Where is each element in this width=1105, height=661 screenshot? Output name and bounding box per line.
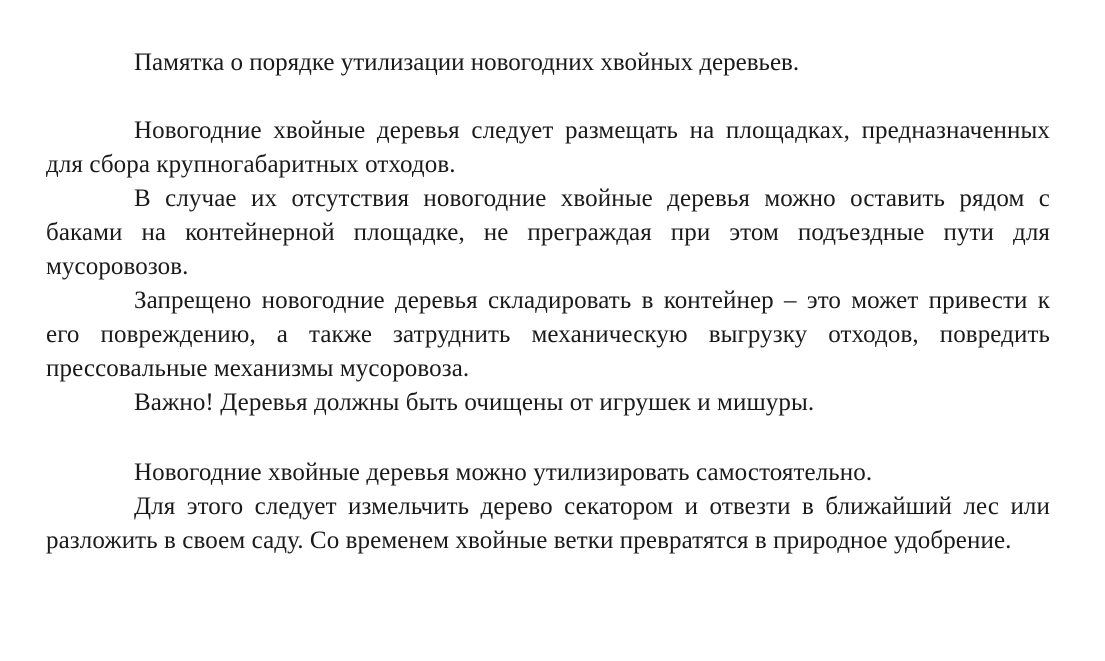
paragraph-important: Важно! Деревья должны быть очищены от игрушек и мишуры. (134, 389, 815, 416)
document-page (46, 46, 1050, 558)
paragraph-placement: Новогодние хвойные деревья следует размещать на площадках, предназначенных для сбора крупногабаритных отходов. (46, 117, 1050, 178)
paragraph-absence: В случае их отсутствия новогодние хвойные деревья можно оставить рядом с баками на контейнерной площадке, не преграждая при этом подъездные пути для мусоровозов. (46, 185, 1050, 280)
paragraph-prohibition: Запрещено новогодние деревья складировать в контейнер – это может привести к его повреждению, а также затруднить механическую выгрузку отходов, повредить прессовальные механизмы мусоровоза. (46, 287, 1050, 382)
document-title: Памятка о порядке утилизации новогодних хвойных деревьев. (134, 49, 800, 76)
paragraph-self-disposal: Новогодние хвойные деревья можно утилизировать самостоятельно. (134, 459, 873, 486)
blank-line (46, 80, 1050, 114)
blank-line (46, 420, 1050, 456)
paragraph-instructions: Для этого следует измельчить дерево секатором и отвезти в ближайший лес или разложить в своем саду. Со временем хвойные ветки превратятся в природное удобрение. (46, 493, 1050, 554)
